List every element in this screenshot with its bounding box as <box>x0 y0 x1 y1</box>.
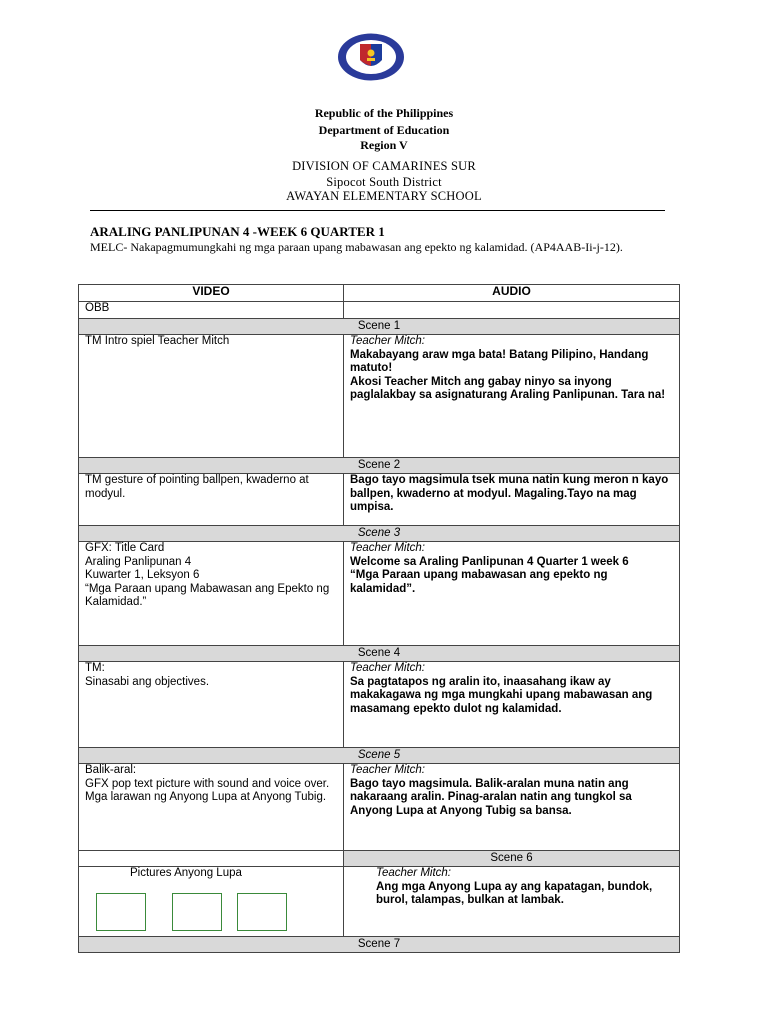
table-row <box>79 542 680 646</box>
column-header-audio: AUDIO <box>344 285 680 302</box>
scene-label: Scene 3 <box>79 526 680 542</box>
deped-seal <box>336 32 406 82</box>
audio-cell <box>344 662 680 748</box>
obb-cell: OBB <box>79 302 344 319</box>
audio-lines: Welcome sa Araling Panlipunan 4 Quarter 1 week 6 “Mga Paraan upang mabawasan ang epekto ng kalamidad”. <box>350 555 629 595</box>
video-cell: TM gesture of pointing ballpen, kwaderno at modyul. <box>79 474 344 526</box>
table-row <box>79 867 680 937</box>
audio-cell <box>344 335 680 458</box>
lesson-melc: MELC- Nakapagmumungkahi ng mga paraan upang mabawasan ang epekto ng kalamidad. (AP4AAB-Ii-j-12). <box>90 240 623 254</box>
picture-placeholder <box>96 893 146 931</box>
picture-placeholder <box>237 893 287 931</box>
lesson-title: ARALING PANLIPUNAN 4 -WEEK 6 QUARTER 1 <box>90 224 385 239</box>
header-division: DIVISION OF CAMARINES SUR <box>292 159 476 173</box>
audio-lines: Makabayang araw mga bata! Batang Pilipino, Handang matuto! Akosi Teacher Mitch ang gabay ninyo sa inyong paglalakbay sa asignaturang Araling Panlipunan. Tara na! <box>350 348 666 401</box>
obb-audio-cell <box>344 302 680 319</box>
audio-lines: Ang mga Anyong Lupa ay ang kapatagan, bundok, burol, talampas, bulkan at lambak. <box>376 880 653 906</box>
header-region: Region V <box>360 138 408 152</box>
scene-label: Scene 2 <box>79 458 680 474</box>
scene-row <box>79 646 680 662</box>
table-row <box>79 764 680 851</box>
table-header-row <box>79 285 680 302</box>
speaker-label: Teacher Mitch: <box>376 867 451 879</box>
audio-cell <box>344 474 680 526</box>
scene-row <box>79 851 680 867</box>
speaker-label: Teacher Mitch: <box>350 662 425 674</box>
video-cell <box>79 867 344 937</box>
column-header-video: VIDEO <box>79 285 344 302</box>
table-row <box>79 474 680 526</box>
scene-row <box>79 319 680 335</box>
video-cell: TM Intro spiel Teacher Mitch <box>79 335 344 458</box>
header-department: Department of Education <box>318 123 450 137</box>
scene-blank-cell <box>79 851 344 867</box>
header-district: Sipocot South District <box>326 175 442 189</box>
header-divider <box>90 210 665 211</box>
deped-seal-icon <box>336 32 406 82</box>
table-row <box>79 662 680 748</box>
picture-placeholder <box>172 893 222 931</box>
speaker-label: Teacher Mitch: <box>350 335 425 347</box>
scene-row <box>79 458 680 474</box>
audio-cell <box>344 764 680 851</box>
scene-row <box>79 937 680 953</box>
script-table <box>78 284 680 953</box>
speaker-label: Teacher Mitch: <box>350 764 425 776</box>
scene-row <box>79 526 680 542</box>
audio-lines: Sa pagtatapos ng aralin ito, inaasahang ikaw ay makakagawa ng mga mungkahi upang mabawasan ang masamang epekto dulot ng kalamidad. <box>350 675 653 715</box>
audio-lines: Bago tayo magsimula tsek muna natin kung meron n kayo ballpen, kwaderno at modyul. Magaling.Tayo na mag umpisa. <box>350 474 669 513</box>
scene-row <box>79 748 680 764</box>
audio-cell <box>344 542 680 646</box>
pictures-title: Pictures Anyong Lupa <box>130 867 242 879</box>
audio-cell <box>344 867 680 937</box>
speaker-label: Teacher Mitch: <box>350 542 425 554</box>
video-cell: TM: Sinasabi ang objectives. <box>79 662 344 748</box>
header-school: AWAYAN ELEMENTARY SCHOOL <box>286 189 482 203</box>
header-republic: Republic of the Philippines <box>314 106 454 120</box>
video-cell: Balik-aral: GFX pop text picture with sound and voice over. Mga larawan ng Anyong Lupa at Anyong Tubig. <box>79 764 344 851</box>
scene-label: Scene 4 <box>79 646 680 662</box>
scene-label: Scene 5 <box>79 748 680 764</box>
table-row <box>79 302 680 319</box>
scene-label: Scene 1 <box>79 319 680 335</box>
scene-label: Scene 7 <box>79 937 680 953</box>
scene-label: Scene 6 <box>344 851 680 867</box>
video-cell: GFX: Title Card Araling Panlipunan 4 Kuwarter 1, Leksyon 6 “Mga Paraan upang Mabawasan ang Epekto ng Kalamidad.” <box>79 542 344 646</box>
audio-lines: Bago tayo magsimula. Balik-aralan muna natin ang nakaraang aralin. Pinag-aralan natin ang tungkol sa Anyong Lupa at Anyong Tubig sa bansa. <box>350 777 632 817</box>
table-row <box>79 335 680 458</box>
